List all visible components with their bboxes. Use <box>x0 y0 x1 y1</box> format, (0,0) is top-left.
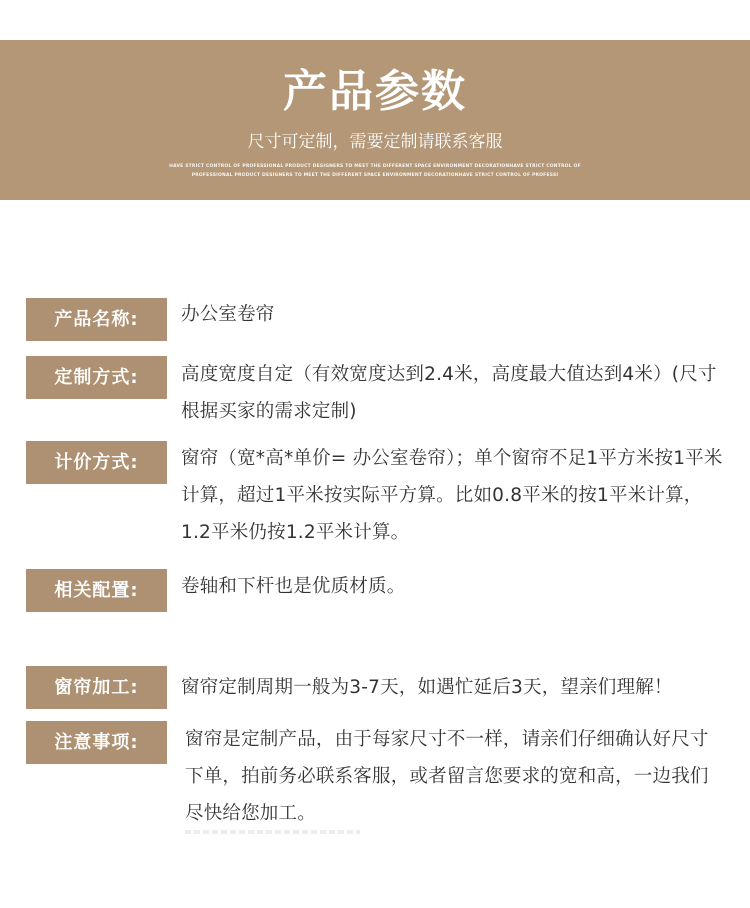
param-value: 办公室卷帘 <box>181 304 275 325</box>
header-banner <box>0 40 750 200</box>
param-value: 窗帘是定制产品，由于每家尺寸不一样，请亲们仔细确认好尺寸下单，拍前务必联系客服，或者留言您要求的宽和高，一边我们尽快给您加工。 <box>185 729 709 824</box>
param-value: 窗帘定制周期一般为3-7天，如遇忙延后3天，望亲们理解！ <box>181 677 673 698</box>
param-label: 窗帘加工: <box>26 666 167 709</box>
param-value: 高度宽度自定（有效宽度达到2.4米，高度最大值达到4米）(尺寸根据买家的需求定制) <box>181 364 717 422</box>
param-label: 产品名称: <box>26 298 167 341</box>
param-label: 注意事项: <box>26 721 167 764</box>
param-value: 窗帘（宽*高*单价= 办公室卷帘）；单个窗帘不足1平方米按1平米计算，超过1平米按实际平方算。比如0.8平米的按1平米计算，1.2平米仍按1.2平米计算。 <box>181 448 723 543</box>
decorative-fine-print: HAVE STRICT CONTROL OF PROFESSIONAL PRODUCT DESIGNERS TO MEET THE DIFFERENT SPACE ENVIRONMENT DECORATIONHAVE STRICT CONTROL OF PROFESSIONAL PRODUCT DESIGNERS TO MEET THE DIFFERENT SPACE ENVIRONMENT DECORATIONHAVE STRICT CONTROL OF PROFESSI <box>169 164 581 178</box>
faint-divider <box>185 830 360 834</box>
param-label: 定制方式: <box>26 356 167 399</box>
page-title: 产品参数 <box>283 66 467 117</box>
param-label: 计价方式: <box>26 441 167 484</box>
page-subtitle: 尺寸可定制，需要定制请联系客服 <box>247 132 503 152</box>
param-value: 卷轴和下杆也是优质材质。 <box>181 576 406 597</box>
param-label: 相关配置: <box>26 569 167 612</box>
